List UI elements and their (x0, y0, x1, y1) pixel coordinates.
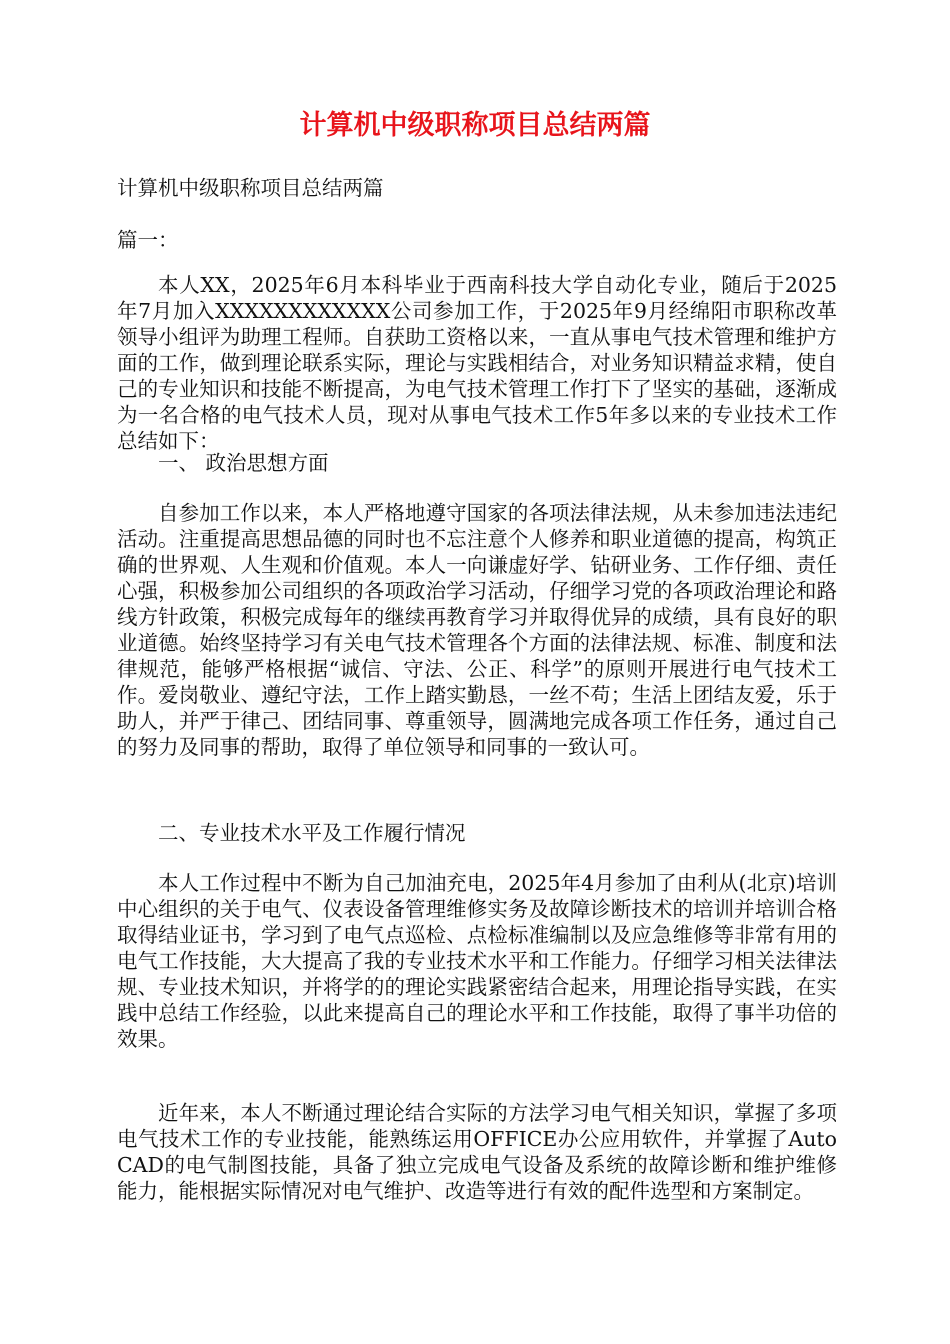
part-label: 篇一： (117, 228, 179, 252)
document-subtitle: 计算机中级职称项目总结两篇 (117, 176, 384, 200)
intro-paragraph: 本人XX，2025年6月本科毕业于西南科技大学自动化专业，随后于2025年7月加入XXXXXXXXXXXX公司参加工作，于2025年9月经绵阳市职称改革领导小组评为助理工程师。自获助工资格以来，一直从事电气技术管理和维护方面的工作，做到理论联系实际，理论与实践相结合，对业务知识精益求精，使自己的专业知识和技能不断提高，为电气技术管理工作打下了坚实的基础，逐渐成为一名合格的电气技术人员，现对从事电气技术工作5年多以来的专业技术工作总结如下： (117, 273, 837, 453)
document-title: 计算机中级职称项目总结两篇 (299, 110, 651, 141)
section1-paragraph: 自参加工作以来，本人严格地遵守国家的各项法律法规，从未参加违法违纪活动。注重提高思想品德的同时也不忘注意个人修养和职业道德的提高，构筑正确的世界观、人生观和价值观。本人一向谦虚好学、钻研业务、工作仔细、责任心强，积极参加公司组织的各项政治学习活动，仔细学习党的各项政治理论和路线方针政策，积极完成每年的继续再教育学习并取得优异的成绩，具有良好的职业道德。始终坚持学习有关电气技术管理各个方面的法律法规、标准、制度和法律规范，能够严格根据“诚信、守法、公正、科学”的原则开展进行电气技术工作。爱岗敬业、遵纪守法，工作上踏实勤恳，一丝不苟；生活上团结友爱，乐于助人，并严于律己、团结同事、尊重领导，圆满地完成各项工作任务，通过自己的努力及同事的帮助，取得了单位领导和同事的一致认可。 (117, 501, 837, 759)
section2-paragraph-2: 近年来，本人不断通过理论结合实际的方法学习电气相关知识，掌握了多项电气技术工作的专业技能，能熟练运用OFFICE办公应用软件，并掌握了AutoCAD的电气制图技能，具备了独立完成电气设备及系统的故障诊断和维护维修能力，能根据实际情况对电气维护、改造等进行有效的配件选型和方案制定。 (117, 1101, 837, 1203)
section1-heading: 一、 政治思想方面 (158, 451, 329, 475)
section2-heading: 二、专业技术水平及工作履行情况 (158, 821, 466, 845)
section2-paragraph-1: 本人工作过程中不断为自己加油充电，2025年4月参加了由利从(北京)培训中心组织的关于电气、仪表设备管理维修实务及故障诊断技术的培训并培训合格取得结业证书，学习到了电气点巡检、点检标准编制以及应急维修等非常有用的电气工作技能，大大提高了我的专业技术水平和工作能力。仔细学习相关法律法规、专业技术知识，并将学的的理论实践紧密结合起来，用理论指导实践，在实践中总结工作经验，以此来提高自己的理论水平和工作技能，取得了事半功倍的效果。 (117, 871, 837, 1051)
